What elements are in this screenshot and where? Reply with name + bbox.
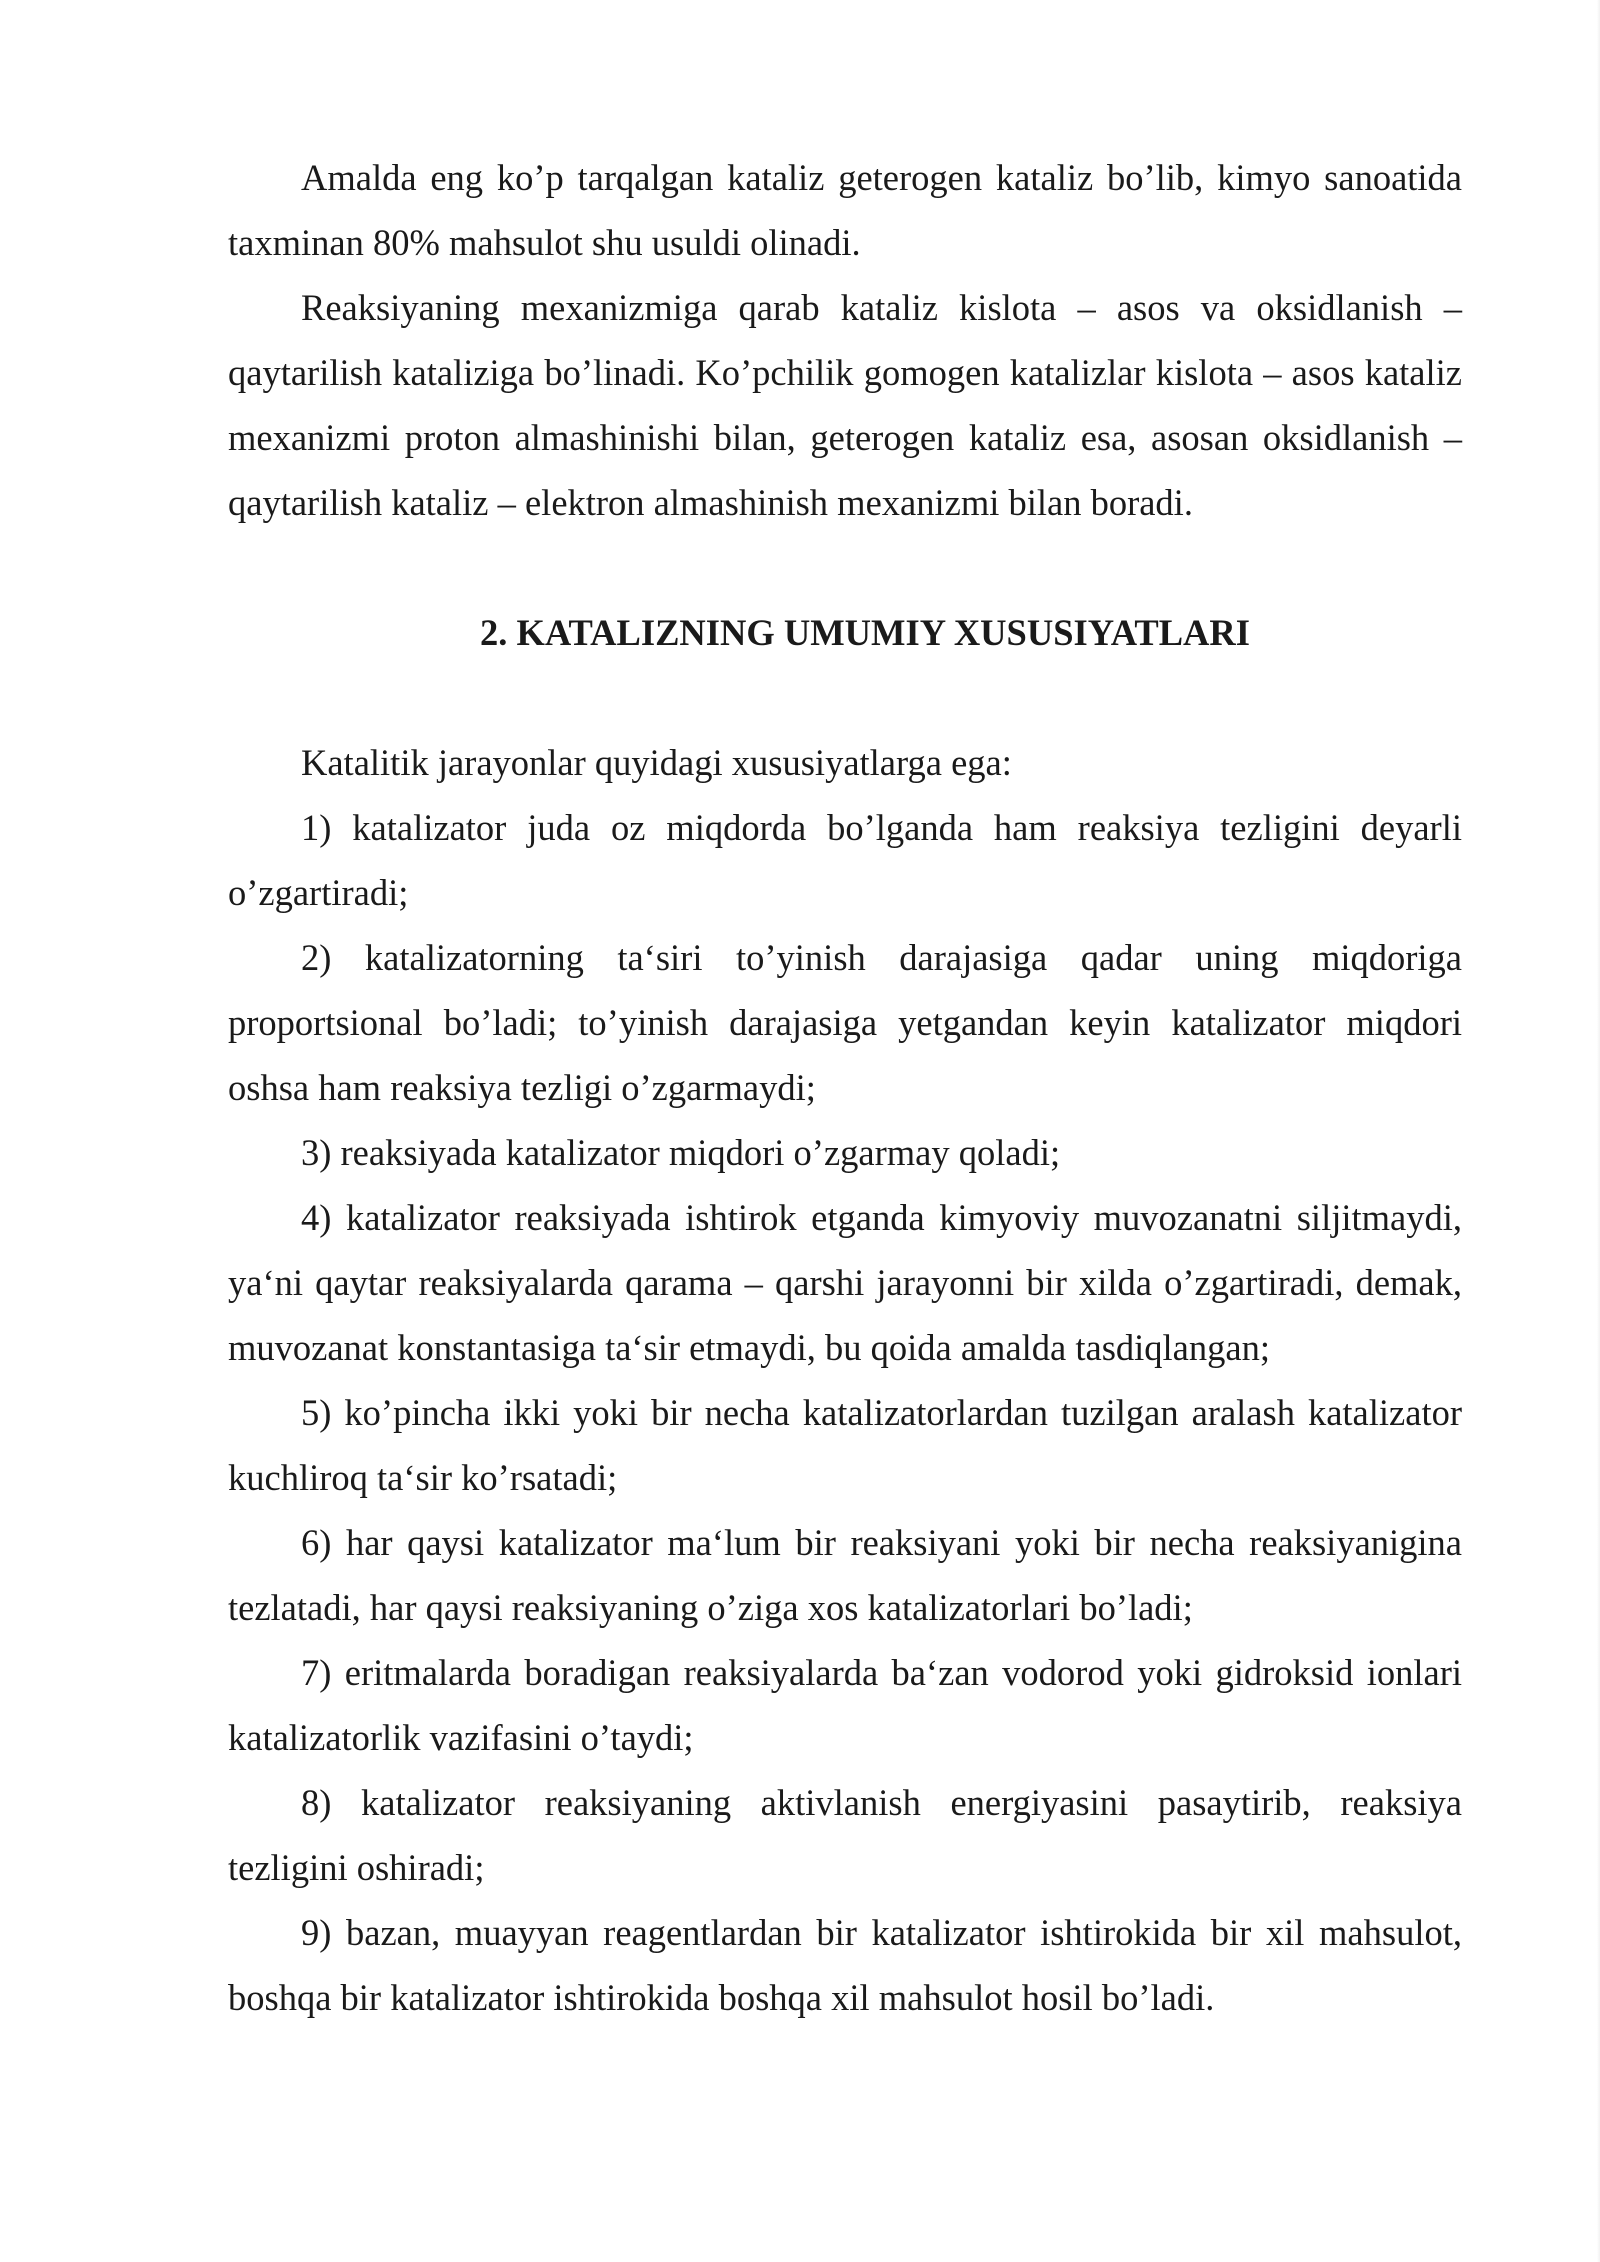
list-item-3: 3) reaksiyada katalizator miqdori o’zgarmay qoladi; [301,1132,1061,1173]
document-page [228,145,1462,2030]
list-item-2: 2) katalizatorning ta‘siri to’yinish darajasiga qadar uning miqdoriga proportsional bo’ladi; to’yinish darajasiga yetgandan keyin katalizator miqdori oshsa ham reaksiya tezligi o’zgarmaydi; [228,937,1462,1108]
intro-paragraph-1: Amalda eng ko’p tarqalgan kataliz geterogen kataliz bo’lib, kimyo sanoatida taxminan 80% mahsulot shu usuldi olinadi. [228,157,1462,263]
list-item-4: 4) katalizator reaksiyada ishtirok etganda kimyoviy muvozanatni siljitmaydi, ya‘ni qaytar reaksiyalarda qarama – qarshi jarayonni bir xilda o’zgartiradi, demak, muvozanat konstantasiga ta‘sir etmaydi, bu qoida amalda tasdiqlangan; [228,1197,1462,1368]
lead-in-paragraph: Katalitik jarayonlar quyidagi xususiyatlarga ega: [301,742,1012,783]
section-heading: 2. KATALIZNING UMUMIY XUSUSIYATLARI [480,612,1250,653]
intro-paragraph-2: Reaksiyaning mexanizmiga qarab kataliz kislota – asos va oksidlanish – qaytarilish kataliziga bo’linadi. Ko’pchilik gomogen katalizlar kislota – asos kataliz mexanizmi proton almashinishi bilan, geterogen kataliz esa, asosan oksidlanish – qaytarilish kataliz – elektron almashinish mexanizmi bilan boradi. [228,287,1462,523]
list-item-7: 7) eritmalarda boradigan reaksiyalarda ba‘zan vodorod yoki gidroksid ionlari katalizatorlik vazifasini o’taydi; [228,1652,1462,1758]
list-item-5: 5) ko’pincha ikki yoki bir necha katalizatorlardan tuzilgan aralash katalizator kuchliroq ta‘sir ko’rsatadi; [228,1392,1462,1498]
list-item-9: 9) bazan, muayyan reagentlardan bir katalizator ishtirokida bir xil mahsulot, boshqa bir katalizator ishtirokida boshqa xil mahsulot hosil bo’ladi. [228,1912,1462,2018]
list-item-8: 8) katalizator reaksiyaning aktivlanish energiyasini pasaytirib, reaksiya tezligini oshiradi; [228,1782,1462,1888]
section-spacer-bottom [228,665,1462,730]
section-spacer-top [228,535,1462,600]
list-item-1: 1) katalizator juda oz miqdorda bo’lganda ham reaksiya tezligini deyarli o’zgartiradi; [228,807,1462,913]
list-item-6: 6) har qaysi katalizator ma‘lum bir reaksiyani yoki bir necha reaksiyanigina tezlatadi, har qaysi reaksiyaning o’ziga xos katalizatorlari bo’ladi; [228,1522,1462,1628]
